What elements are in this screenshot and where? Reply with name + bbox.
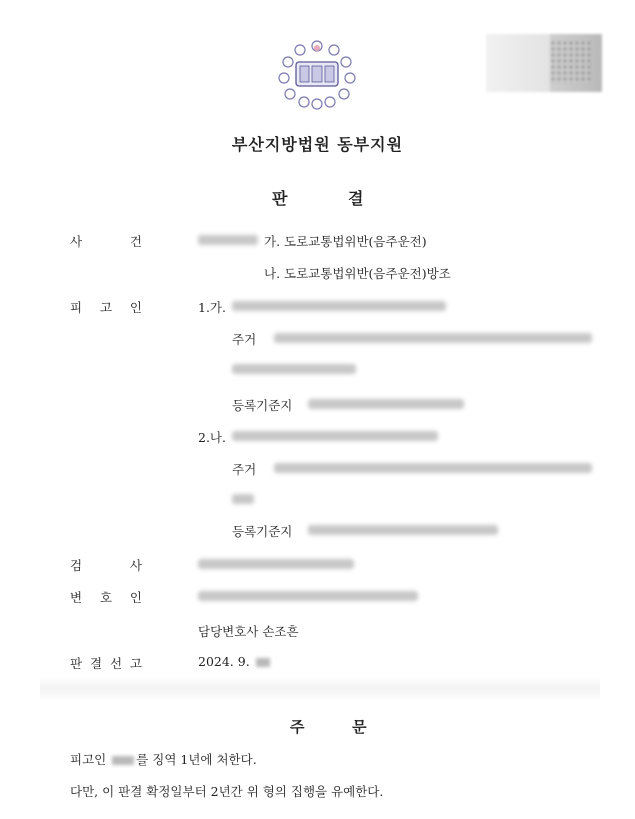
verdict-day-redacted xyxy=(256,658,270,667)
prosecutor-label: 검 사 xyxy=(70,558,142,573)
defendant1-address-redacted-2 xyxy=(232,364,356,374)
defendant1-name-redacted xyxy=(232,301,446,311)
ruling-line1-prefix: 피고인 xyxy=(70,752,107,767)
page-fold-shadow xyxy=(40,676,600,702)
defendant2-registry-label: 등록기준지 xyxy=(232,524,293,539)
case-label-char1: 사 xyxy=(70,234,83,249)
court-name: 부산지방법원 동부지원 xyxy=(231,135,404,154)
counsel-firm-redacted xyxy=(198,591,418,601)
attorney-line: 담당변호사 손조흔 xyxy=(198,624,299,639)
case-number-redacted xyxy=(198,235,258,245)
document-title-left: 판 xyxy=(272,189,288,208)
ruling-heading-right: 문 xyxy=(352,718,367,736)
case-item-b: 나. 도로교통법위반(음주운전)방조 xyxy=(264,266,451,281)
case-label-char2: 건 xyxy=(129,234,142,249)
defendant1-registry-redacted xyxy=(308,399,464,409)
defendant2-address-redacted-2 xyxy=(232,494,254,504)
verdict-date-value xyxy=(198,654,272,669)
ruling-line1-suffix: 를 징역 1년에 처한다. xyxy=(136,752,257,767)
defendant2-address-label: 주거 xyxy=(232,462,257,477)
defendant1-address-redacted xyxy=(274,333,592,343)
defendant2-address-redacted xyxy=(274,463,592,473)
defendant2-marker: 2.나. xyxy=(198,430,226,445)
ruling-line-1 xyxy=(70,750,257,768)
defendant1-address-label: 주거 xyxy=(232,332,257,347)
defendant-name-redacted xyxy=(112,756,134,765)
counsel-label: 변 호 인 xyxy=(70,590,142,605)
case-item-a: 가. 도로교통법위반(음주운전) xyxy=(264,234,427,249)
verdict-date-label: 판 결 선 고 xyxy=(70,656,142,671)
defendant2-registry-redacted xyxy=(308,525,498,535)
document-title-right: 결 xyxy=(348,189,364,208)
verdict-date-text: 2024. 9. xyxy=(198,654,250,669)
defendant2-name-redacted xyxy=(232,431,438,441)
prosecutor-name-redacted xyxy=(198,559,354,569)
court-emblem-icon xyxy=(276,38,358,110)
defendant1-marker: 1.가. xyxy=(198,300,226,315)
ruling-heading-left: 주 xyxy=(290,718,305,736)
ruling-line-2: 다만, 이 판결 확정일부터 2년간 위 형의 집행을 유예한다. xyxy=(70,784,384,799)
defendants-label: 피 고 인 xyxy=(70,300,142,315)
qr-code-redacted xyxy=(486,34,602,92)
case-label xyxy=(70,232,142,250)
defendant1-registry-label: 등록기준지 xyxy=(232,398,293,413)
